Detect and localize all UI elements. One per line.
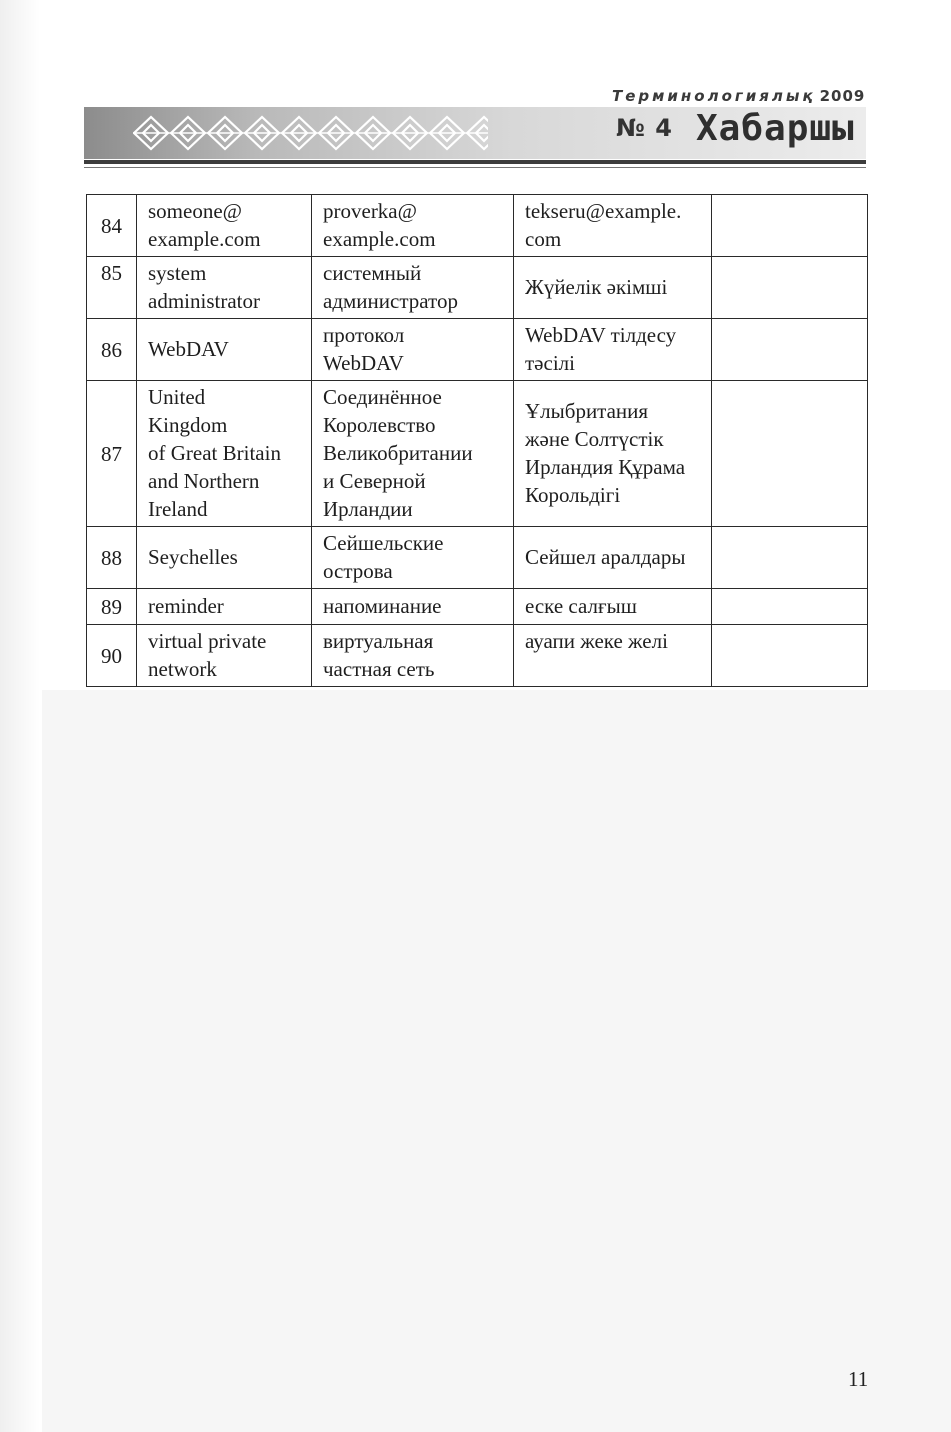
term-english: reminder — [137, 589, 312, 625]
page-edge — [0, 0, 40, 1432]
term-kazakh: Сейшел аралдары — [514, 527, 712, 589]
term-english: Seychelles — [137, 527, 312, 589]
header-rule — [84, 160, 866, 164]
term-kazakh: еске салғыш — [514, 589, 712, 625]
issue-number: № 4 — [616, 114, 673, 142]
term-kazakh: Ұлыбритания және Солтүстік Ирландия Құрама Корольдігі — [514, 381, 712, 527]
term-kazakh: Жүйелік әкімші — [514, 257, 712, 319]
journal-title: Хабаршы — [696, 108, 855, 149]
term-number: 84 — [87, 195, 137, 257]
term-extra — [712, 625, 868, 687]
term-english: someone@ example.com — [137, 195, 312, 257]
table-row — [87, 195, 868, 257]
journal-year: 2009 — [819, 87, 866, 105]
term-russian: системный администратор — [312, 257, 514, 319]
term-extra — [712, 319, 868, 381]
term-russian: proverka@ example.com — [312, 195, 514, 257]
term-kazakh: tekseru@example. com — [514, 195, 712, 257]
term-number: 86 — [87, 319, 137, 381]
table-row — [87, 381, 868, 527]
journal-name: Терминологиялық — [612, 87, 816, 105]
term-english: system administrator — [137, 257, 312, 319]
term-extra — [712, 589, 868, 625]
term-kazakh: WebDAV тілдесу тәсілі — [514, 319, 712, 381]
term-english: United Kingdom of Great Britain and Northern Ireland — [137, 381, 312, 527]
term-russian: виртуальная частная сеть — [312, 625, 514, 687]
table-row — [87, 257, 868, 319]
term-extra — [712, 381, 868, 527]
term-russian: напоминание — [312, 589, 514, 625]
term-extra — [712, 527, 868, 589]
term-number: 89 — [87, 589, 137, 625]
term-number: 85 — [87, 257, 137, 319]
table-row — [87, 319, 868, 381]
term-number: 90 — [87, 625, 137, 687]
terminology-table — [86, 194, 868, 687]
term-russian: Соединённое Королевство Великобритании и Северной Ирландии — [312, 381, 514, 527]
table-row — [87, 589, 868, 625]
term-kazakh: ауапи жеке желі — [514, 625, 712, 687]
term-russian: Сейшельские острова — [312, 527, 514, 589]
term-english: virtual private network — [137, 625, 312, 687]
term-number: 87 — [87, 381, 137, 527]
term-extra — [712, 195, 868, 257]
term-russian: протокол WebDAV — [312, 319, 514, 381]
term-number: 88 — [87, 527, 137, 589]
terminology-table-body — [87, 195, 868, 687]
page-shade — [42, 690, 951, 1432]
term-english: WebDAV — [137, 319, 312, 381]
table-row — [87, 527, 868, 589]
term-extra — [712, 257, 868, 319]
journal-header — [612, 87, 872, 105]
page-number: 11 — [848, 1367, 869, 1391]
header-rule-thin — [84, 167, 866, 168]
table-row — [87, 625, 868, 687]
ornament-pattern-icon — [133, 114, 488, 152]
